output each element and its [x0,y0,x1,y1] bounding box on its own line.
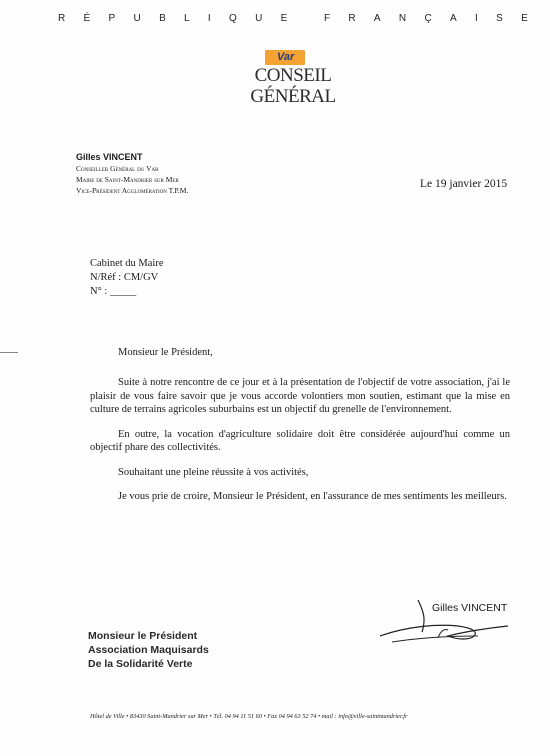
salutation: Monsieur le Président, [118,347,213,358]
recipient-line: Association Maquisards [88,644,209,656]
header-letter: A [450,13,457,24]
republique-francaise-header [58,13,528,24]
header-letter: U [255,13,263,24]
handwritten-signature [378,592,513,647]
sender-name: Gilles VINCENT [76,152,143,162]
header-letter: Q [229,13,237,24]
var-badge-text: Var [277,51,295,63]
header-letter: R [58,13,66,24]
header-letter: N [398,13,407,24]
header-letter: B [159,13,166,24]
sender-title: Conseiller Général du Var [76,164,159,173]
body-paragraph: Je vous prie de croire, Monsieur le Président, en l'assurance de mes sentiments les meilleurs. [118,491,507,502]
header-letter: I [474,13,478,24]
reference-line: N° : _____ [90,286,137,297]
recipient-line: Monsieur le Président [88,630,198,642]
recipient-line: De la Solidarité Verte [88,658,193,670]
header-letter: P [108,13,116,24]
header-letter: E [521,13,528,24]
header-letter: Ç [424,13,432,24]
body-paragraph: En outre, la vocation d'agriculture solidaire doit être considérée aujourd'hui comme un objectif phare des collectivités. [90,428,510,453]
recipient-block [88,629,209,671]
header-letter: A [373,13,381,24]
reference-line: N/Réf : CM/GV [90,272,159,283]
sender-title: Vice-Président Agglomération T.P.M. [76,186,189,195]
logo-line-general: GÉNÉRAL [250,86,336,107]
header-letter: E [280,13,288,24]
sender-block [76,152,188,196]
fold-mark [0,352,18,353]
header-letter: S [496,13,503,24]
body-paragraph: Suite à notre rencontre de ce jour et à la présentation de l'objectif de votre association, j'ai le plaisir de vous faire savoir que je vous accorde volontiers mon soutien, estimant que la mise en culture de terrains agricoles suburbains est un objectif du grenelle de l'environnement. [90,377,510,415]
reference-line: Cabinet du Maire [90,258,164,269]
footer-address: Hôtel de Ville • 83430 Saint-Mandrier sur Mer • Tél. 04 94 11 51 60 • Fax 04 94 63 52 74 • mail : info@ville-saintmandrier.fr [90,713,408,720]
header-letter: É [83,13,91,24]
header-letter: I [207,13,211,24]
logo-line-conseil: CONSEIL [254,65,332,86]
header-letter: U [133,13,141,24]
header-letter: F [323,13,331,24]
header-letter: R [348,13,356,24]
reference-block [90,257,163,299]
signature-name: Gilles VINCENT [432,602,508,614]
body-paragraph: Souhaitant une pleine réussite à vos activités, [118,466,309,478]
letter-body [90,376,510,515]
conseil-general-logo [243,50,343,112]
letter-date: Le 19 janvier 2015 [420,178,508,190]
sender-title: Maire de Saint-Mandrier sur Mer [76,175,179,184]
header-letter: L [184,13,190,24]
